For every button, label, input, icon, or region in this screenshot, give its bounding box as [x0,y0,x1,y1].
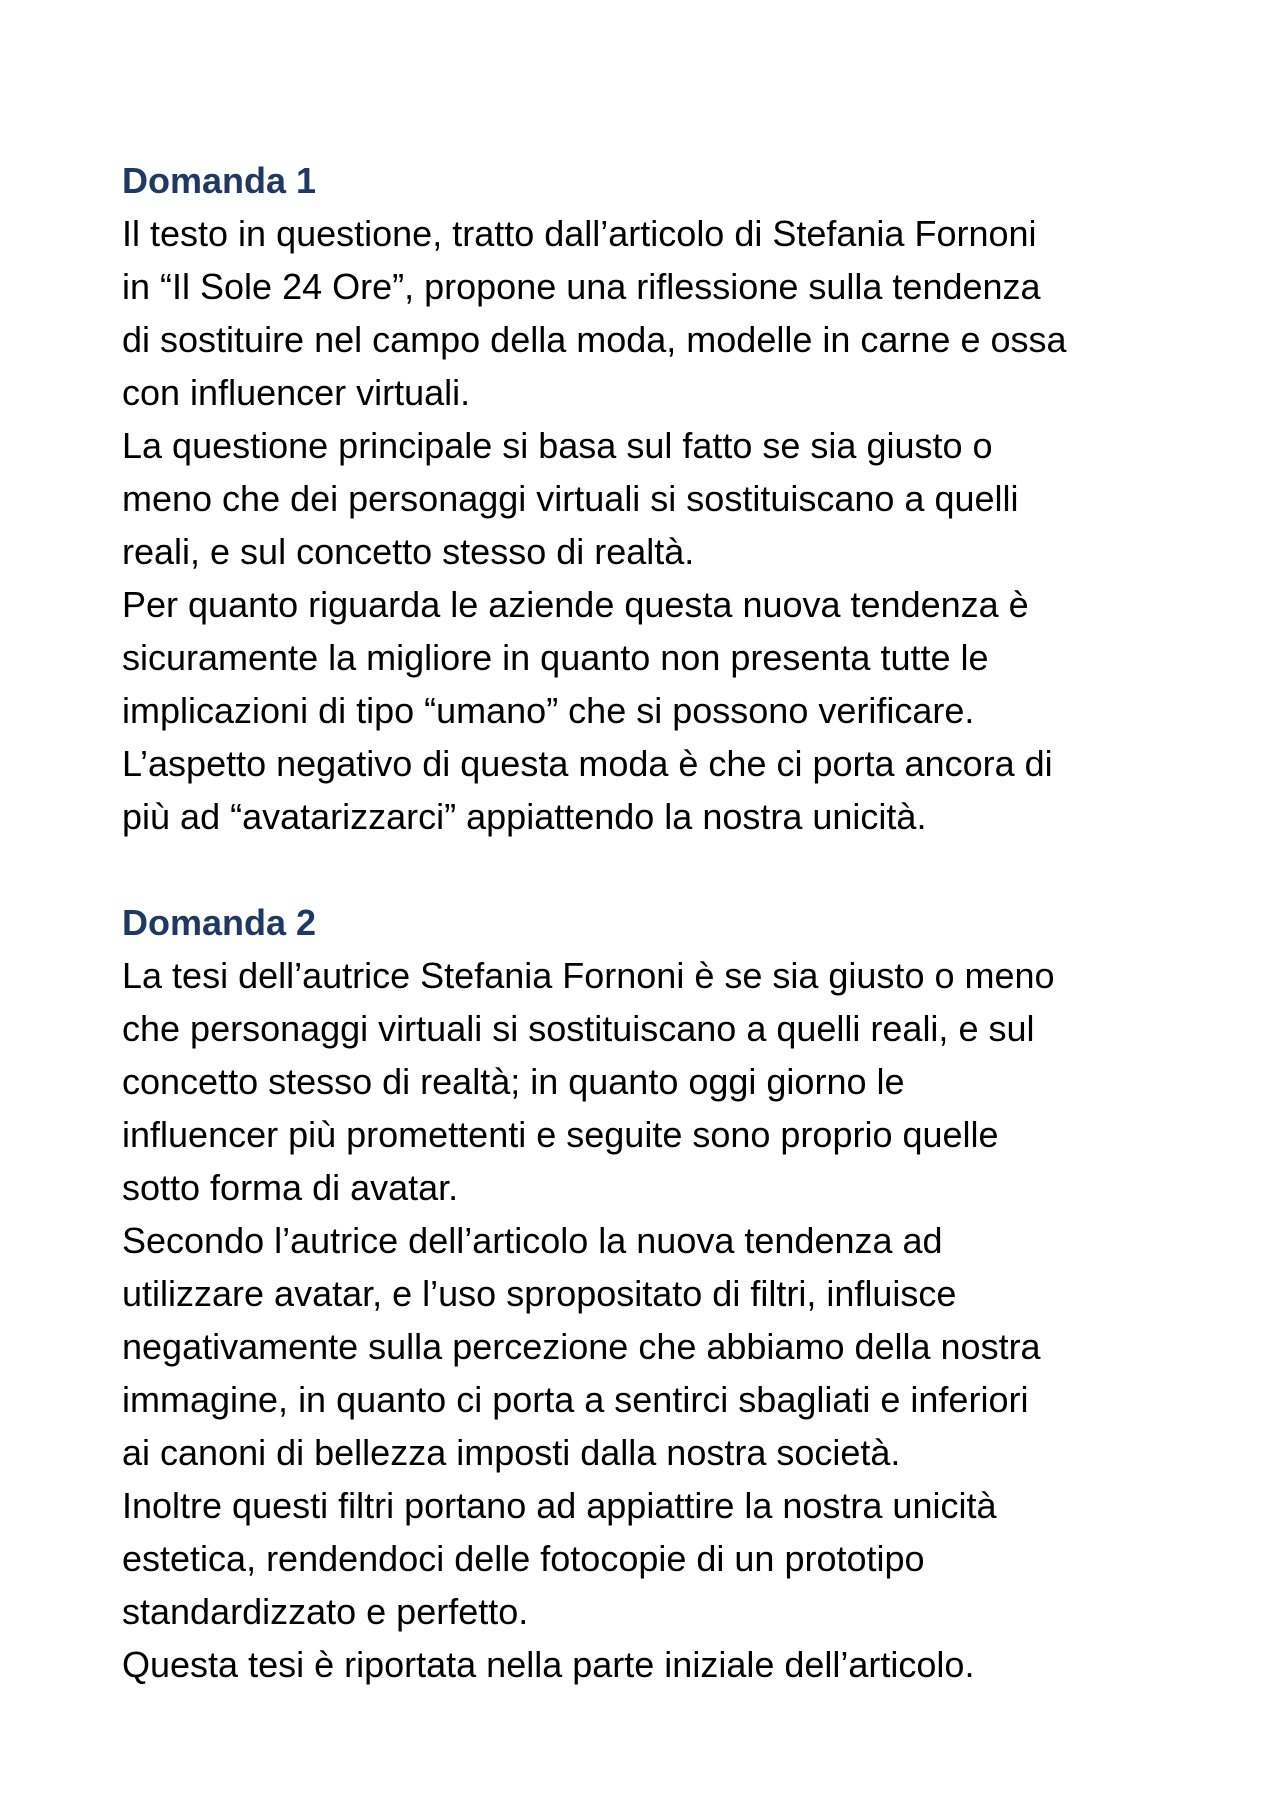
paragraph: La tesi dell’autrice Stefania Fornoni è se sia giusto o meno che personaggi virtuali si sostituiscano a quelli reali, e sul concetto stesso di realtà; in quanto oggi giorno le influencer più promettenti e seguite sono proprio quelle sotto forma di avatar. [122,955,1055,1208]
paragraph: L’aspetto negativo di questa moda è che ci porta ancora di più ad “avatarizzarci” appiattendo la nostra unicità. [122,743,1053,837]
paragraph: Il testo in questione, tratto dall’articolo di Stefania Fornoni in “Il Sole 24 Ore”, propone una riflessione sulla tendenza di sostituire nel campo della moda, modelle in carne e ossa con influencer virtuali. [122,213,1067,413]
section-domanda-1 [122,154,1182,843]
section-heading: Domanda 1 [122,160,317,201]
paragraph: La questione principale si basa sul fatto se sia giusto o meno che dei personaggi virtuali si sostituiscano a quelli reali, e sul concetto stesso di realtà. [122,425,1019,572]
section-domanda-2 [122,896,1182,1691]
section-heading: Domanda 2 [122,902,317,943]
paragraph: Per quanto riguarda le aziende questa nuova tendenza è sicuramente la migliore in quanto non presenta tutte le implicazioni di tipo “umano” che si possono verificare. [122,584,1029,731]
paragraph: Questa tesi è riportata nella parte iniziale dell’articolo. [122,1644,975,1685]
paragraph: Secondo l’autrice dell’articolo la nuova tendenza ad utilizzare avatar, e l’uso spropositato di filtri, influisce negativamente sulla percezione che abbiamo della nostra immagine, in quanto ci porta a sentirci sbagliati e inferiori ai canoni di bellezza imposti dalla nostra società. [122,1220,1041,1473]
document-page [122,154,1182,1691]
paragraph: Inoltre questi filtri portano ad appiattire la nostra unicità estetica, rendendoci delle fotocopie di un prototipo standardizzato e perfetto. [122,1485,997,1632]
